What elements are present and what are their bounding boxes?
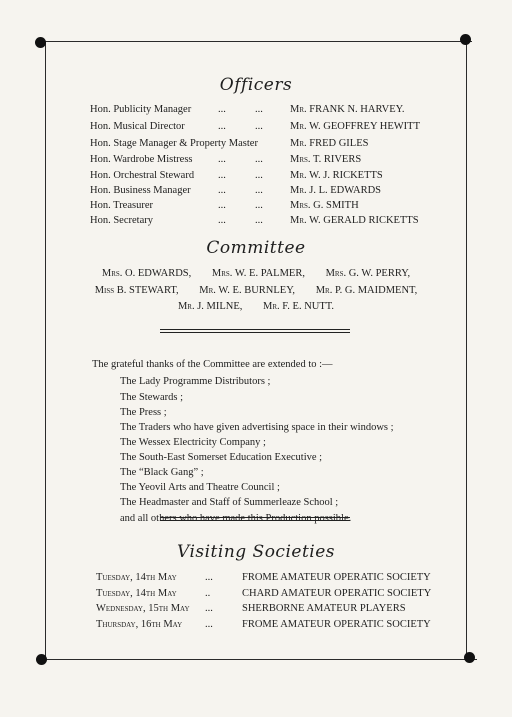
frame-bottom-line <box>40 659 477 660</box>
thanks-item: The Wessex Electricity Company ; <box>120 437 266 448</box>
thanks-item: The South-East Somerset Education Executive ; <box>120 452 323 463</box>
thanks-item: The Lady Programme Distributors ; <box>120 376 271 387</box>
officer-name: Mr. W. J. RICKETTS <box>290 170 383 181</box>
committee-member: Mr. J. MILNE, <box>177 301 243 312</box>
leader-dots: ... <box>218 215 226 226</box>
leader-dots: ... <box>218 170 226 181</box>
corner-dot-top-right <box>460 34 471 45</box>
corner-dot-top-left <box>35 37 46 48</box>
committee-member: Mrs. W. E. PALMER, <box>211 268 305 279</box>
frame-left-line <box>45 42 46 660</box>
officer-name: Mr. J. L. EDWARDS <box>290 185 382 196</box>
thanks-item: The Stewards ; <box>120 392 183 403</box>
thanks-intro: The grateful thanks of the Committee are extended to :— <box>92 359 333 370</box>
visit-date: Wednesday, 15th May <box>96 603 190 614</box>
committee-member: Miss B. STEWART, <box>94 285 179 296</box>
leader-dots: ... <box>218 200 226 211</box>
frame-right-line <box>466 40 467 660</box>
officer-name: Mr. W. GEOFFREY HEWITT <box>290 121 420 132</box>
section-divider-rule <box>160 329 350 333</box>
officer-role: Hon. Publicity Manager <box>90 104 192 115</box>
officer-role: Hon. Orchestral Steward <box>90 170 195 181</box>
society-name: FROME AMATEUR OPERATIC SOCIETY <box>242 619 431 630</box>
leader-dots: ... <box>205 619 213 630</box>
leader-dots: .. <box>205 588 211 599</box>
thanks-item: The Headmaster and Staff of Summerleaze School ; <box>120 497 339 508</box>
visiting-societies-heading: Visiting Societies <box>176 542 336 562</box>
leader-dots: ... <box>218 104 226 115</box>
section-divider-rule <box>160 517 350 521</box>
committee-line <box>0 268 512 279</box>
corner-dot-bottom-left <box>36 654 47 665</box>
officers-heading: Officers <box>219 75 293 95</box>
leader-dots: ... <box>218 154 226 165</box>
committee-line <box>0 285 512 296</box>
society-name: FROME AMATEUR OPERATIC SOCIETY <box>242 572 431 583</box>
officer-role: Hon. Wardrobe Mistress <box>90 154 193 165</box>
corner-dot-bottom-right <box>464 652 475 663</box>
committee-member: Mrs. G. W. PERRY, <box>325 268 411 279</box>
leader-dots: ... <box>255 215 263 226</box>
committee-member: Mrs. O. EDWARDS, <box>101 268 192 279</box>
leader-dots: ... <box>255 104 263 115</box>
officer-name: Mr. W. GERALD RICKETTS <box>290 215 419 226</box>
leader-dots: ... <box>255 170 263 181</box>
officer-name: Mrs. T. RIVERS <box>290 154 362 165</box>
thanks-item: and all others who have made this Production possible. <box>120 513 352 524</box>
leader-dots: ... <box>255 185 263 196</box>
officer-role: Hon. Stage Manager & Property Master <box>90 138 258 149</box>
leader-dots: ... <box>255 154 263 165</box>
thanks-item: The Press ; <box>120 407 167 418</box>
leader-dots: ... <box>205 572 213 583</box>
officer-role: Hon. Business Manager <box>90 185 191 196</box>
officer-name: Mr. FRED GILES <box>290 138 369 149</box>
officer-name: Mrs. G. SMITH <box>290 200 359 211</box>
committee-member: Mr. W. E. BURNLEY, <box>199 285 296 296</box>
thanks-item: The Yeovil Arts and Theatre Council ; <box>120 482 280 493</box>
officer-role: Hon. Secretary <box>90 215 153 226</box>
leader-dots: ... <box>218 121 226 132</box>
visit-date: Tuesday, 14th May <box>96 588 177 599</box>
leader-dots: ... <box>218 185 226 196</box>
visit-date: Tuesday, 14th May <box>96 572 177 583</box>
officer-role: Hon. Treasurer <box>90 200 153 211</box>
visit-date: Thursday, 16th May <box>96 619 183 630</box>
frame-top-line <box>40 41 472 42</box>
leader-dots: ... <box>255 200 263 211</box>
thanks-item: The “Black Gang” ; <box>120 467 204 478</box>
society-name: CHARD AMATEUR OPERATIC SOCIETY <box>242 588 432 599</box>
committee-member: Mr. F. E. NUTT. <box>263 301 335 312</box>
officer-name: Mr. FRANK N. HARVEY. <box>290 104 405 115</box>
committee-line <box>0 301 512 312</box>
officer-role: Hon. Musical Director <box>90 121 185 132</box>
leader-dots: ... <box>255 121 263 132</box>
leader-dots: ... <box>205 603 213 614</box>
society-name: SHERBORNE AMATEUR PLAYERS <box>242 603 406 614</box>
thanks-item: The Traders who have given advertising space in their windows ; <box>120 422 394 433</box>
committee-heading: Committee <box>206 238 306 258</box>
committee-member: Mr. P. G. MAIDMENT, <box>315 285 418 296</box>
